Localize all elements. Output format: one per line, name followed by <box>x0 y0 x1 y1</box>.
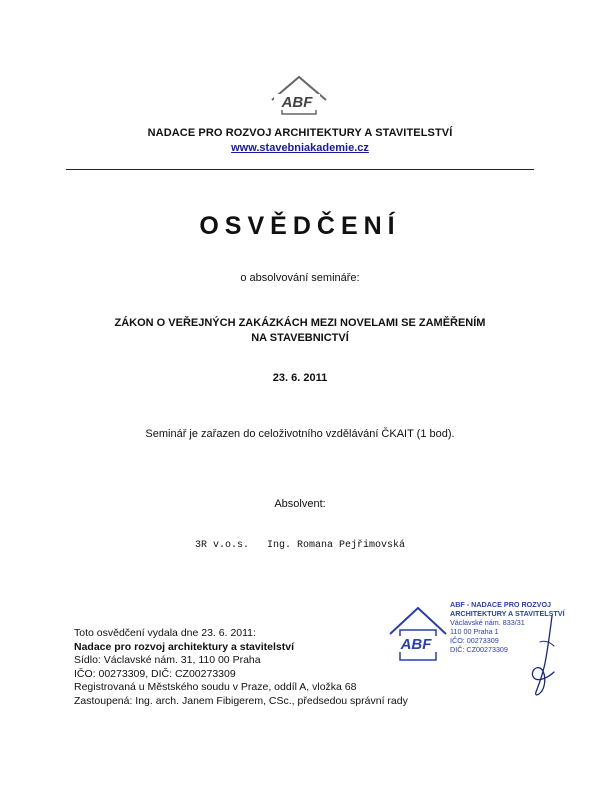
graduate-name: 3R v.o.s. Ing. Romana Pejřimovská <box>194 540 406 551</box>
seminar-date: 23. 6. 2011 <box>272 372 328 384</box>
stamp-line-2: ARCHITEKTURY A STAVITELSTVÍ <box>450 609 565 618</box>
certificate-subtitle: o absolvování semináře: <box>240 272 360 284</box>
stamp-logo-text: ABF <box>400 636 432 653</box>
representation-line: Zastoupená: Ing. arch. Janem Fibigerem, CSc., předsedou správní rady <box>74 694 408 707</box>
accreditation-note: Seminář je zařazen do celoživotního vzdělávání ČKAIT (1 bod). <box>145 428 455 440</box>
graduate-label: Absolvent: <box>274 498 326 510</box>
abf-logo <box>268 74 330 118</box>
ids-line: IČO: 00273309, DIČ: CZ00273309 <box>74 667 236 680</box>
course-title-line-1: ZÁKON O VEŘEJNÝCH ZAKÁZKÁCH MEZI NOVELAMI SE ZAMĚŘENÍM <box>114 317 486 329</box>
foundation-name: Nadace pro rozvoj architektury a stavitelství <box>74 640 295 653</box>
stamp-line-4: 110 00 Praha 1 <box>450 627 499 636</box>
issued-line: Toto osvědčení vydala dne 23. 6. 2011: <box>74 627 256 639</box>
seat-line: Sídlo: Václavské nám. 31, 110 00 Praha <box>74 654 261 666</box>
organization-url-link[interactable]: www.stavebniakademie.cz <box>231 142 369 154</box>
stamp-logo <box>388 604 448 666</box>
signature <box>500 612 570 702</box>
stamp-line-3: Václavské nám. 833/31 <box>450 618 525 627</box>
registration-line: Registrovaná u Městského soudu v Praze, oddíl A, vložka 68 <box>74 681 357 693</box>
issuer-info <box>74 627 414 708</box>
stamp-line-6: DIČ: CZ00273309 <box>450 645 508 654</box>
organization-name: NADACE PRO ROZVOJ ARCHITEKTURY A STAVITELSTVÍ <box>147 127 453 139</box>
stamp-line-1: ABF - NADACE PRO ROZVOJ <box>450 600 552 609</box>
course-title <box>80 316 520 346</box>
course-title-line-2: NA STAVEBNICTVÍ <box>251 332 349 344</box>
header-divider <box>66 169 534 170</box>
certificate-title: OSVĚDČENÍ <box>199 212 401 240</box>
abf-logo-text: ABF <box>281 94 313 111</box>
stamp-line-5: IČO: 00273309 <box>450 636 499 645</box>
